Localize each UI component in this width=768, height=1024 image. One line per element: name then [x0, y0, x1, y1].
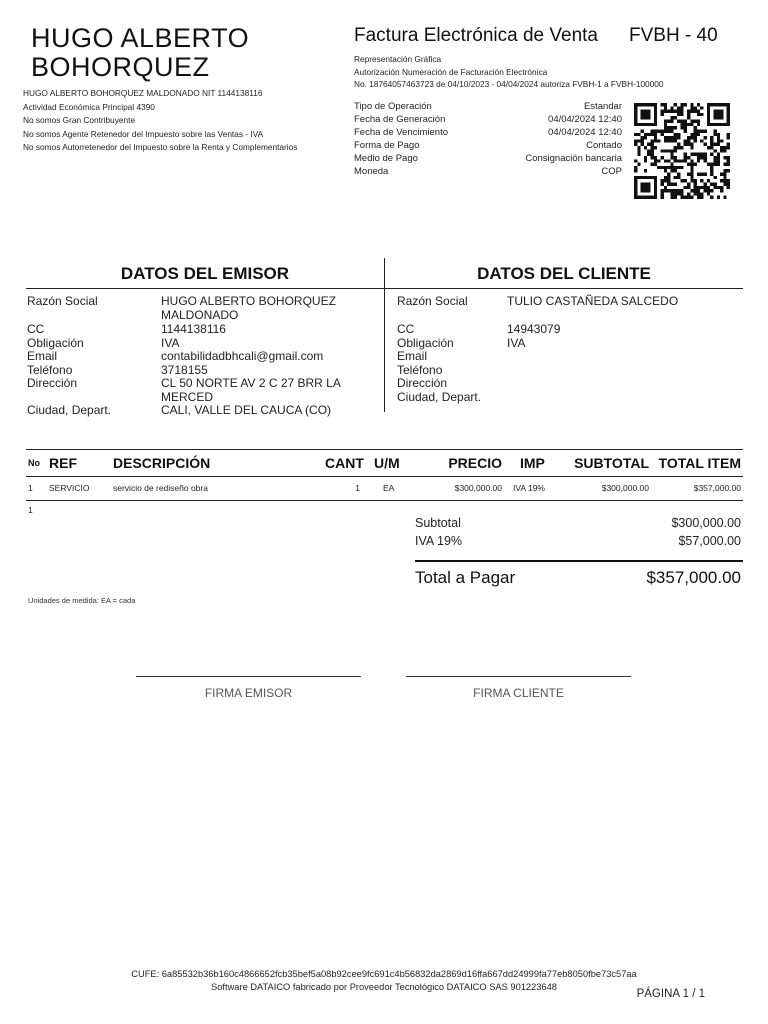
table-bottom-rule: [26, 500, 743, 501]
emisor-field-row: [27, 323, 377, 337]
emisor-razon-row: [27, 295, 377, 322]
meta-label: Moneda: [354, 166, 389, 177]
emisor-razon-2: MALDONADO: [161, 307, 239, 322]
issuer-info-line: HUGO ALBERTO BOHORQUEZ MALDONADO NIT 1144138116: [23, 88, 263, 98]
page-number: PÁGINA 1 / 1: [636, 988, 705, 1000]
subtotal-value: $300,000.00: [671, 516, 741, 530]
qr-code-icon: [634, 102, 730, 200]
field-value: 14943079: [507, 322, 561, 336]
cliente-field-row: [397, 323, 742, 337]
field-label: CC: [27, 322, 45, 336]
field-label: Teléfono: [27, 362, 73, 377]
grand-total-row: [415, 568, 741, 588]
meta-label: Medio de Pago: [354, 153, 418, 164]
field-label: Dirección: [27, 376, 78, 390]
table-header-rule: [26, 476, 743, 477]
cell-ref: SERVICIO: [49, 483, 90, 493]
issuer-info: [23, 87, 297, 155]
section-rule: [26, 288, 743, 289]
document-authorization-detail: No. 18764057463723 de 04/10/2023 - 04/04/2024 autoriza FVBH-1 a FVBH-100000: [354, 79, 664, 89]
issuer-name-line2: BOHORQUEZ: [31, 52, 210, 82]
cliente-razon-value: TULIO CASTAÑEDA SALCEDO: [507, 294, 679, 308]
subtotal-label: Subtotal: [415, 516, 461, 530]
signature-label-cliente: FIRMA CLIENTE: [473, 686, 564, 700]
meta-value: 04/04/2024 12:40: [548, 127, 622, 138]
col-precio: PRECIO: [448, 455, 502, 471]
cufe-code: CUFE: 6a85532b36b160c4866652fcb35bef5a08b92cee9fc691c4b56832da2869d16ffa667dd24999fa77eb8050fbe73c57aa: [131, 969, 637, 979]
signature-line-cliente: [406, 676, 631, 677]
signature-label-emisor: FIRMA EMISOR: [204, 686, 293, 700]
table-top-rule: [26, 449, 743, 450]
iva-value: $57,000.00: [678, 534, 741, 548]
cell-precio: $300,000.00: [454, 483, 502, 493]
grand-total-label: Total a Pagar: [415, 568, 516, 587]
cell-um: EA: [383, 483, 395, 493]
document-number: FVBH - 40: [629, 25, 718, 46]
meta-value: 04/04/2024 12:40: [548, 114, 622, 125]
meta-row: [354, 152, 622, 165]
field-value: CL 50 NORTE AV 2 C 27 BRR LA MERCED: [161, 376, 341, 404]
meta-row: [354, 139, 622, 152]
field-label: Razón Social: [27, 294, 98, 308]
items-table-header: [0, 455, 768, 475]
emisor-razon-1: HUGO ALBERTO BOHORQUEZ: [161, 294, 336, 308]
field-label: Dirección: [397, 376, 448, 390]
document-subtitle: Representación Gráfica: [354, 54, 442, 64]
cell-desc: servicio de rediseño obra: [113, 483, 208, 493]
emisor-field-row: [27, 377, 377, 404]
email-value: contabilidadbhcali@gmail.com: [161, 349, 324, 363]
cliente-section-title: DATOS DEL CLIENTE: [477, 264, 651, 283]
col-um: U/M: [374, 455, 400, 471]
cliente-field-row: [397, 364, 742, 378]
emisor-field-row: [27, 337, 377, 351]
emisor-field-row: [27, 404, 377, 418]
field-label: CC: [397, 322, 415, 336]
cliente-field-row: [397, 391, 742, 405]
software-note: Software DATAICO fabricado por Proveedor Tecnológico DATAICO SAS 901223648: [211, 982, 557, 992]
cliente-field-row: [397, 337, 742, 351]
col-desc: DESCRIPCIÓN: [113, 455, 211, 471]
meta-row: [354, 165, 622, 178]
issuer-name: [31, 24, 249, 82]
meta-value: COP: [601, 166, 622, 177]
document-authorization: Autorización Numeración de Facturación Electrónica: [354, 66, 548, 77]
meta-value: Consignación bancaria: [525, 153, 622, 164]
totals-block: [415, 514, 741, 550]
emisor-field-row: [27, 350, 377, 364]
field-value: 1144138116: [161, 322, 226, 336]
col-imp: IMP: [520, 455, 545, 471]
cell-imp: IVA 19%: [513, 483, 545, 493]
field-value: IVA: [161, 335, 180, 350]
field-label: Ciudad, Depart.: [397, 389, 482, 404]
field-label: Email: [27, 349, 58, 363]
field-value: IVA: [507, 335, 526, 350]
meta-label: Fecha de Vencimiento: [354, 127, 449, 138]
meta-label: Tipo de Operación: [354, 101, 432, 112]
emisor-field-row: [27, 364, 377, 378]
units-note: Unidades de medida: EA = cada: [28, 596, 136, 605]
col-subtotal: SUBTOTAL: [574, 455, 649, 471]
cliente-razon-row: [397, 295, 742, 309]
field-label: Razón Social: [397, 294, 468, 308]
emisor-section-title: DATOS DEL EMISOR: [120, 264, 290, 283]
cliente-field-row: [397, 377, 742, 391]
field-value: 3718155: [161, 362, 208, 377]
iva-label: IVA 19%: [415, 534, 463, 548]
col-cant: CANT: [325, 455, 364, 471]
meta-value: Contado: [586, 140, 622, 151]
field-value: CALI, VALLE DEL CAUCA (CO): [161, 403, 332, 417]
issuer-name-line1: HUGO ALBERTO: [31, 23, 250, 53]
document-meta: [354, 100, 622, 178]
field-label: Ciudad, Depart.: [27, 403, 112, 417]
document-title: Factura Electrónica de Venta: [354, 25, 598, 46]
meta-label: Fecha de Generación: [354, 114, 446, 125]
table-row: [0, 483, 768, 495]
issuer-info-line: No somos Gran Contribuyente: [23, 115, 136, 126]
field-label: Obligación: [27, 335, 84, 350]
meta-row: [354, 126, 622, 139]
col-total: TOTAL ITEM: [658, 455, 741, 471]
cliente-details: [397, 295, 742, 404]
total-rule: [415, 560, 743, 562]
col-ref: REF: [49, 455, 77, 471]
cliente-field-row: [397, 350, 742, 364]
cell-subtotal: $300,000.00: [601, 483, 649, 493]
issuer-info-line: No somos Agente Retenedor del Impuesto sobre las Ventas - IVA: [23, 128, 264, 139]
document-subtitle-block: [354, 53, 664, 91]
subtotal-row: [415, 514, 741, 532]
cell-cant: 1: [355, 483, 360, 493]
cell-no: 1: [28, 483, 33, 493]
grand-total-value: $357,000.00: [646, 568, 741, 587]
field-label: Email: [397, 349, 428, 363]
item-count: 1: [28, 505, 33, 515]
meta-label: Forma de Pago: [354, 140, 420, 151]
meta-row: [354, 100, 622, 113]
iva-row: [415, 532, 741, 550]
cell-total: $357,000.00: [693, 483, 741, 493]
field-value: [161, 295, 336, 322]
emisor-details: [27, 295, 377, 418]
issuer-info-line: No somos Autorretenedor del Impuesto sobre la Renta y Complementarios: [23, 142, 298, 153]
col-no: No: [28, 458, 40, 468]
meta-value: Estandar: [583, 101, 622, 112]
issuer-info-line: Actividad Económica Principal 4390: [23, 101, 155, 112]
field-label: Obligación: [397, 335, 454, 350]
signature-line-emisor: [136, 676, 361, 677]
field-label: Teléfono: [397, 362, 443, 377]
section-divider: [384, 258, 385, 412]
meta-row: [354, 113, 622, 126]
